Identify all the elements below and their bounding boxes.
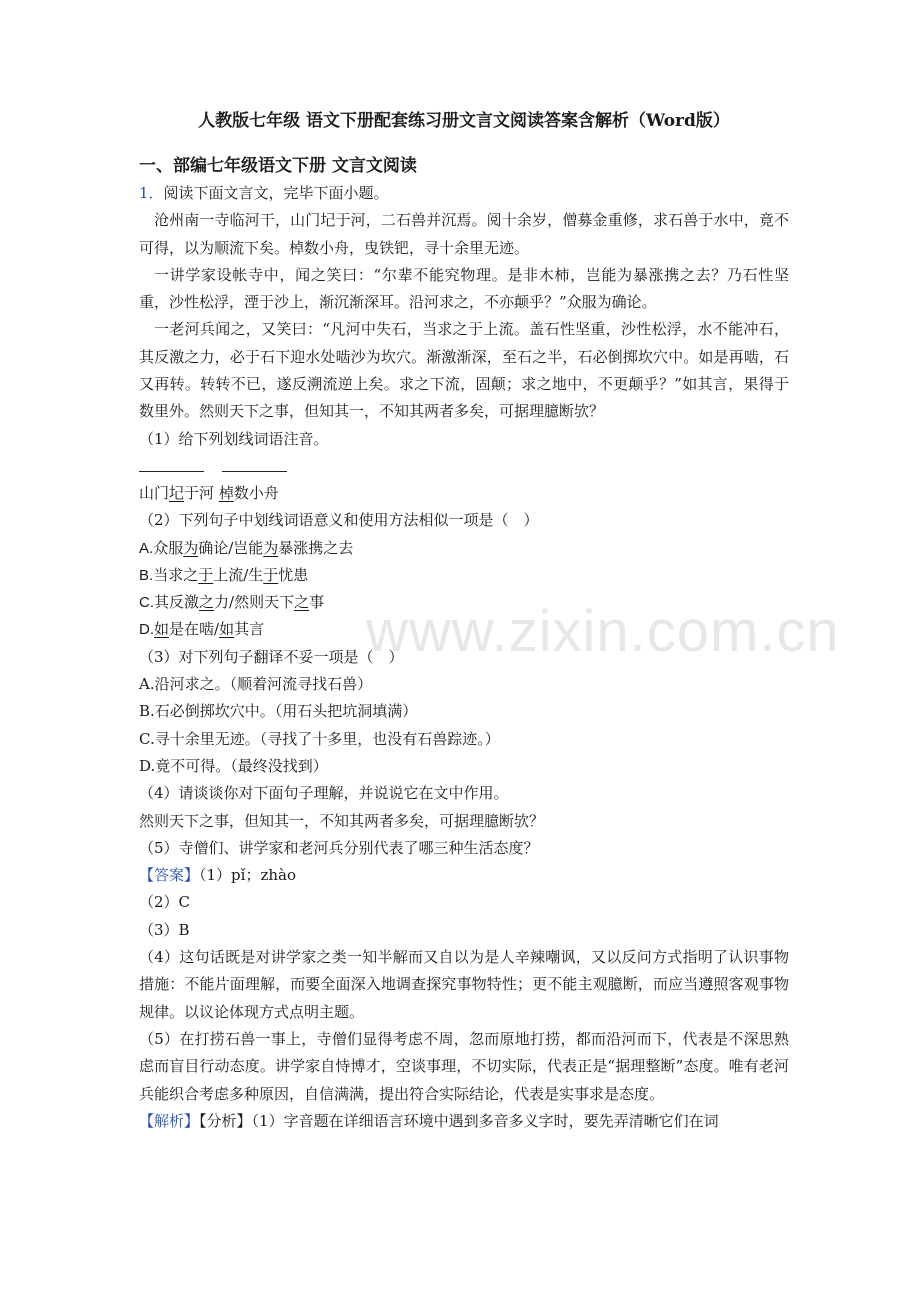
document-page <box>139 108 789 1135</box>
option-letter: D. <box>139 621 154 639</box>
question-intro <box>139 180 789 207</box>
underlined-word: 棹 <box>218 483 234 502</box>
option-text: 事 <box>309 593 325 612</box>
analysis-text: （1）字音题在详细语言环境中遇到多音多义字时，要先弄清晰它们在词 <box>251 1111 719 1130</box>
q4-label: （4）请谈谈你对下面句子理解，并说说它在文中作用。 <box>139 784 509 803</box>
option-text: 上流/生 <box>213 565 264 584</box>
phrase-text: 于河 <box>184 483 219 502</box>
phrase-text: 数小舟 <box>233 483 279 502</box>
question-intro-text: 阅读下面文言文，完毕下面小题。 <box>163 184 389 202</box>
q2-option-a <box>139 535 789 562</box>
option-text: 确论/岂能 <box>198 538 264 557</box>
underlined-word: 之 <box>199 593 215 612</box>
answer-tag: 【答案】 <box>139 866 200 885</box>
q2-label: （2）下列句子中划线词语意义和使用方法相似一项是（ ） <box>139 511 539 530</box>
analysis-subtag: 【分析】 <box>199 1111 252 1130</box>
q2-option-d <box>139 616 789 643</box>
watermark: www.zixin.com.cn <box>366 599 840 664</box>
option-text: 众服 <box>153 538 184 557</box>
answer-line-5: （5）在打捞石兽一事上，寺僧们显得考虑不周，忽而原地打捞，都而沿河而下，代表是不深思熟虑而盲目行动态度。讲学家自恃博才，空谈事理，不切实际，代表正是“据理整断”态度。唯有老河兵能织合考虑多种原因，自信满满，提出符合实际结论，代表是实事求是态度。 <box>139 1029 789 1103</box>
underlined-word: 为 <box>263 538 279 557</box>
q1-label: （1）给下列划线词语注音。 <box>139 429 329 448</box>
option-letter: A. <box>139 539 154 557</box>
phrase-text: 山门 <box>139 483 170 502</box>
option-text: 暴涨携之去 <box>278 538 354 557</box>
underlined-word: 之 <box>294 593 310 612</box>
answer-blanks <box>139 453 789 480</box>
q2-option-c <box>139 589 789 616</box>
passage-paragraph-1: 沧州南一寺临河干，山门圮于河，二石兽并沉焉。阅十余岁，僧募金重修，求石兽于水中，竟不可得，以为顺流下矣。棹数小舟，曳铁钯，寻十余里无迹。 <box>139 211 789 257</box>
q3-option-a: A.沿河求之。（顺着河流寻找石兽） <box>139 675 373 694</box>
answer-line-3: （3）B <box>139 920 190 939</box>
underlined-word: 为 <box>183 538 199 557</box>
answer-text: （1）pǐ；zhào <box>199 866 296 885</box>
option-text: 其反激 <box>154 593 200 612</box>
option-text: 当求之 <box>153 565 199 584</box>
underlined-word: 于 <box>198 565 214 584</box>
passage-paragraph-2: 一讲学家设帐寺中，闻之笑曰：“尔辈不能究物理。是非木柿，岂能为暴涨携之去？乃石性坚重，沙性松浮，湮于沙上，渐沉渐深耳。沿河求之，不亦颠乎？”众服为确论。 <box>139 265 789 312</box>
answer-blank[interactable] <box>139 471 204 472</box>
underlined-word: 圮 <box>169 483 185 502</box>
q3-option-c: C.寻十余里无迹。（寻找了十多里，也没有石兽踪迹。） <box>139 729 500 748</box>
option-letter: C. <box>139 594 154 612</box>
analysis-tag: 【解析】 <box>139 1111 200 1130</box>
underlined-word: 如 <box>219 620 235 639</box>
q1-phrases <box>139 480 789 507</box>
passage-paragraph-3: 一老河兵闻之，又笑曰：“凡河中失石，当求之于上流。盖石性坚重，沙性松浮，水不能冲石，其反激之力，必于石下迎水处啮沙为坎穴。渐激渐深，至石之半，石必倒掷坎穴中。如是再啮，石又再转。转转不已，遂反溯流逆上矣。求之下流，固颠；求之地中，不更颠乎？”如其言，果得于数里外。然则天下之事，但知其一，不知其两者多矣，可据理臆断欤？ <box>139 320 789 421</box>
option-letter: B. <box>139 566 154 584</box>
answer-line-4: （4）这句话既是对讲学家之类一知半解而又自以为是人辛辣嘲讽，又以反问方式指明了认识事物措施：不能片面理解，而要全面深入地调查探究事物特性；更不能主观臆断，而应当遵照客观事物规律。以议论体现方式点明主题。 <box>139 948 789 1021</box>
option-text: 忧患 <box>278 565 309 584</box>
question-number: 1． <box>139 184 164 202</box>
q4-sentence: 然则天下之事，但知其一，不知其两者多矣，可据理臆断欤？ <box>139 811 545 830</box>
answer-line-2: （2）C <box>139 893 191 912</box>
q2-option-b <box>139 562 789 589</box>
q3-option-b: B.石必倒掷坎穴中。（用石头把坑洞填满） <box>139 702 418 721</box>
q5-label: （5）寺僧们、讲学家和老河兵分别代表了哪三种生活态度？ <box>139 838 539 857</box>
document-title: 人教版七年级 语文下册配套练习册文言文阅读答案含解析（Word版） <box>198 111 730 131</box>
analysis-line <box>139 1108 789 1135</box>
option-text: 其言 <box>234 620 265 639</box>
q3-label: （3）对下列句子翻译不妥一项是（ ） <box>139 647 404 666</box>
underlined-word: 于 <box>263 565 279 584</box>
answer-line-1 <box>139 862 789 889</box>
underlined-word: 如 <box>154 620 170 639</box>
option-text: 是在啮/ <box>169 620 220 639</box>
q3-option-d: D.竟不可得。（最终没找到） <box>139 756 328 775</box>
answer-blank[interactable] <box>222 471 287 472</box>
section-heading: 一、部编七年级语文下册 文言文阅读 <box>139 156 417 176</box>
option-text: 力/然则天下 <box>214 593 295 612</box>
